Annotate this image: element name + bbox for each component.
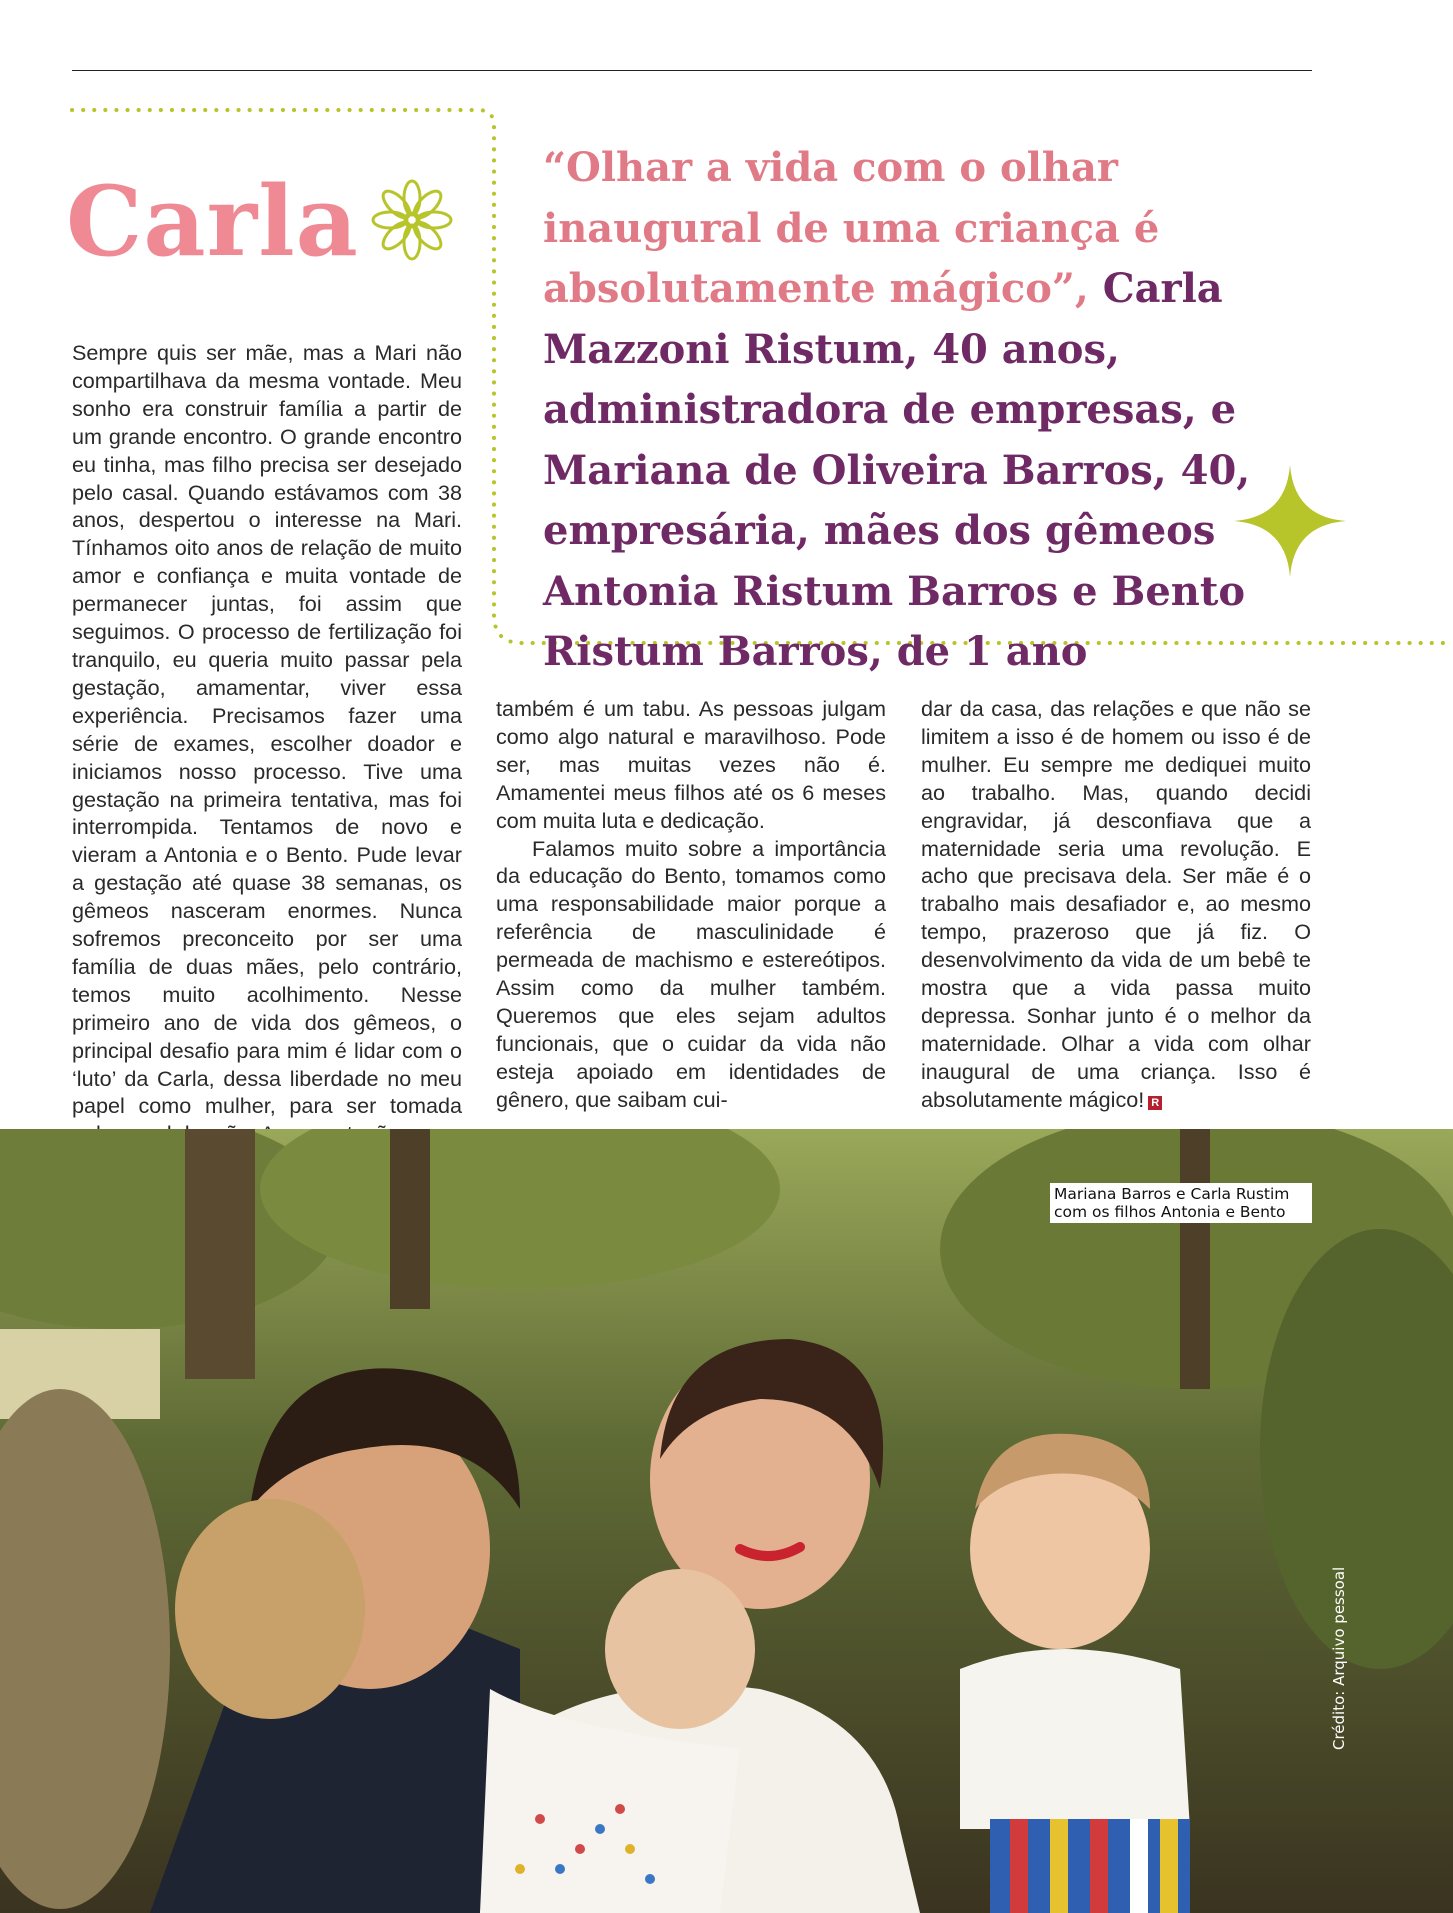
quote-attribution: Carla Mazzoni Ristum, 40 anos, administradora de empresas, e Mariana de Oliveira Barros, 40, empresária, mães dos gêmeos Antonia Ristum Barros e Bento Ristum Barros, de 1 ano [543,265,1251,675]
family-photo [0,1129,1453,1913]
body-paragraph: Falamos muito sobre a importância da educação do Bento, tomamos como uma responsabilidade maior porque a referência de masculinidade é permeada de machismo e estereótipos. Assim como da mulher também. Queremos que eles sejam adultos funcionais, que o cuidar da vida não esteja apoiado em identidades de gênero, que saibam cui- [496,835,886,1112]
body-column-1 [72,339,462,1148]
article-title: Carla [66,165,359,278]
body-paragraph: também é um tabu. As pessoas julgam como algo natural e maravilhoso. Pode ser, mas muitas vezes não é. Amamentei meus filhos até os 6 meses com muita luta e dedicação. [496,696,886,833]
photo-illustration [0,1129,1453,1913]
caption-line: com os filhos Antonia e Bento [1054,1203,1286,1221]
pull-quote [543,138,1303,683]
body-paragraph: Sempre quis ser mãe, mas a Mari não compartilhava da mesma vontade. Meu sonho era construir família a partir de um grande encontro. O grande encontro eu tinha, mas filho precisa ser desejado pelo casal. Quando estávamos com 38 anos, despertou o interesse na Mari. Tínhamos oito anos de relação de muito amor e confiança e muita vontade de permanecer juntas, foi assim que seguimos. O processo de fertilização foi tranquilo, eu queria muito passar pela gestação, amamentar, viver essa experiência. Precisamos fazer uma série de exames, escolher doador e iniciamos nosso processo. Tive uma gestação na primeira tentativa, mas foi interrompida. Tentamos de novo e vieram a Antonia e o Bento. Pude levar a gestação até quase 38 semanas, os gêmeos nasceram enormes. Nunca sofremos preconceito por ser uma família de duas mães, pelo contrário, temos muito acolhimento. Nesse primeiro ano de vida dos gêmeos, o principal desafio para mim é lidar com o ‘luto’ da Carla, dessa liberdade no meu papel como mulher, para ser tomada [72,340,462,1119]
sparkle-star-icon [1232,463,1348,579]
body-text: dar da casa, das relações e que não se limitem a isso é de homem ou isso é de mulher. Eu sempre me dediquei muito ao trabalho. Mas, quando decidi engravidar, já desconfiava que a maternidade seria uma revolução. E acho que precisava dela. Ser mãe é o trabalho mais desafiador e, ao mesmo tempo, prazeroso que já fiz. O desenvolvimento da vida de um bebê te mostra que a vida passa muito depressa. Sonhar junto é o melhor da maternidade. Olhar a vida com olhar inaugural de uma criança. Isso é absolutamente mágico! [921,696,1311,1112]
end-mark-icon: R [1148,1096,1162,1110]
caption-line: Mariana Barros e Carla Rustim [1054,1185,1290,1203]
flower-icon [368,176,456,264]
body-column-3 [921,695,1311,1114]
body-paragraph [921,695,1311,1114]
quote-highlight: “Olhar a vida com o olhar inaugural de uma criança é absolutamente mágico”, [543,144,1160,312]
photo-caption [1050,1183,1312,1223]
photo-credit: Crédito: Arquivo pessoal [1330,1566,1348,1750]
body-column-2 [496,695,886,1114]
